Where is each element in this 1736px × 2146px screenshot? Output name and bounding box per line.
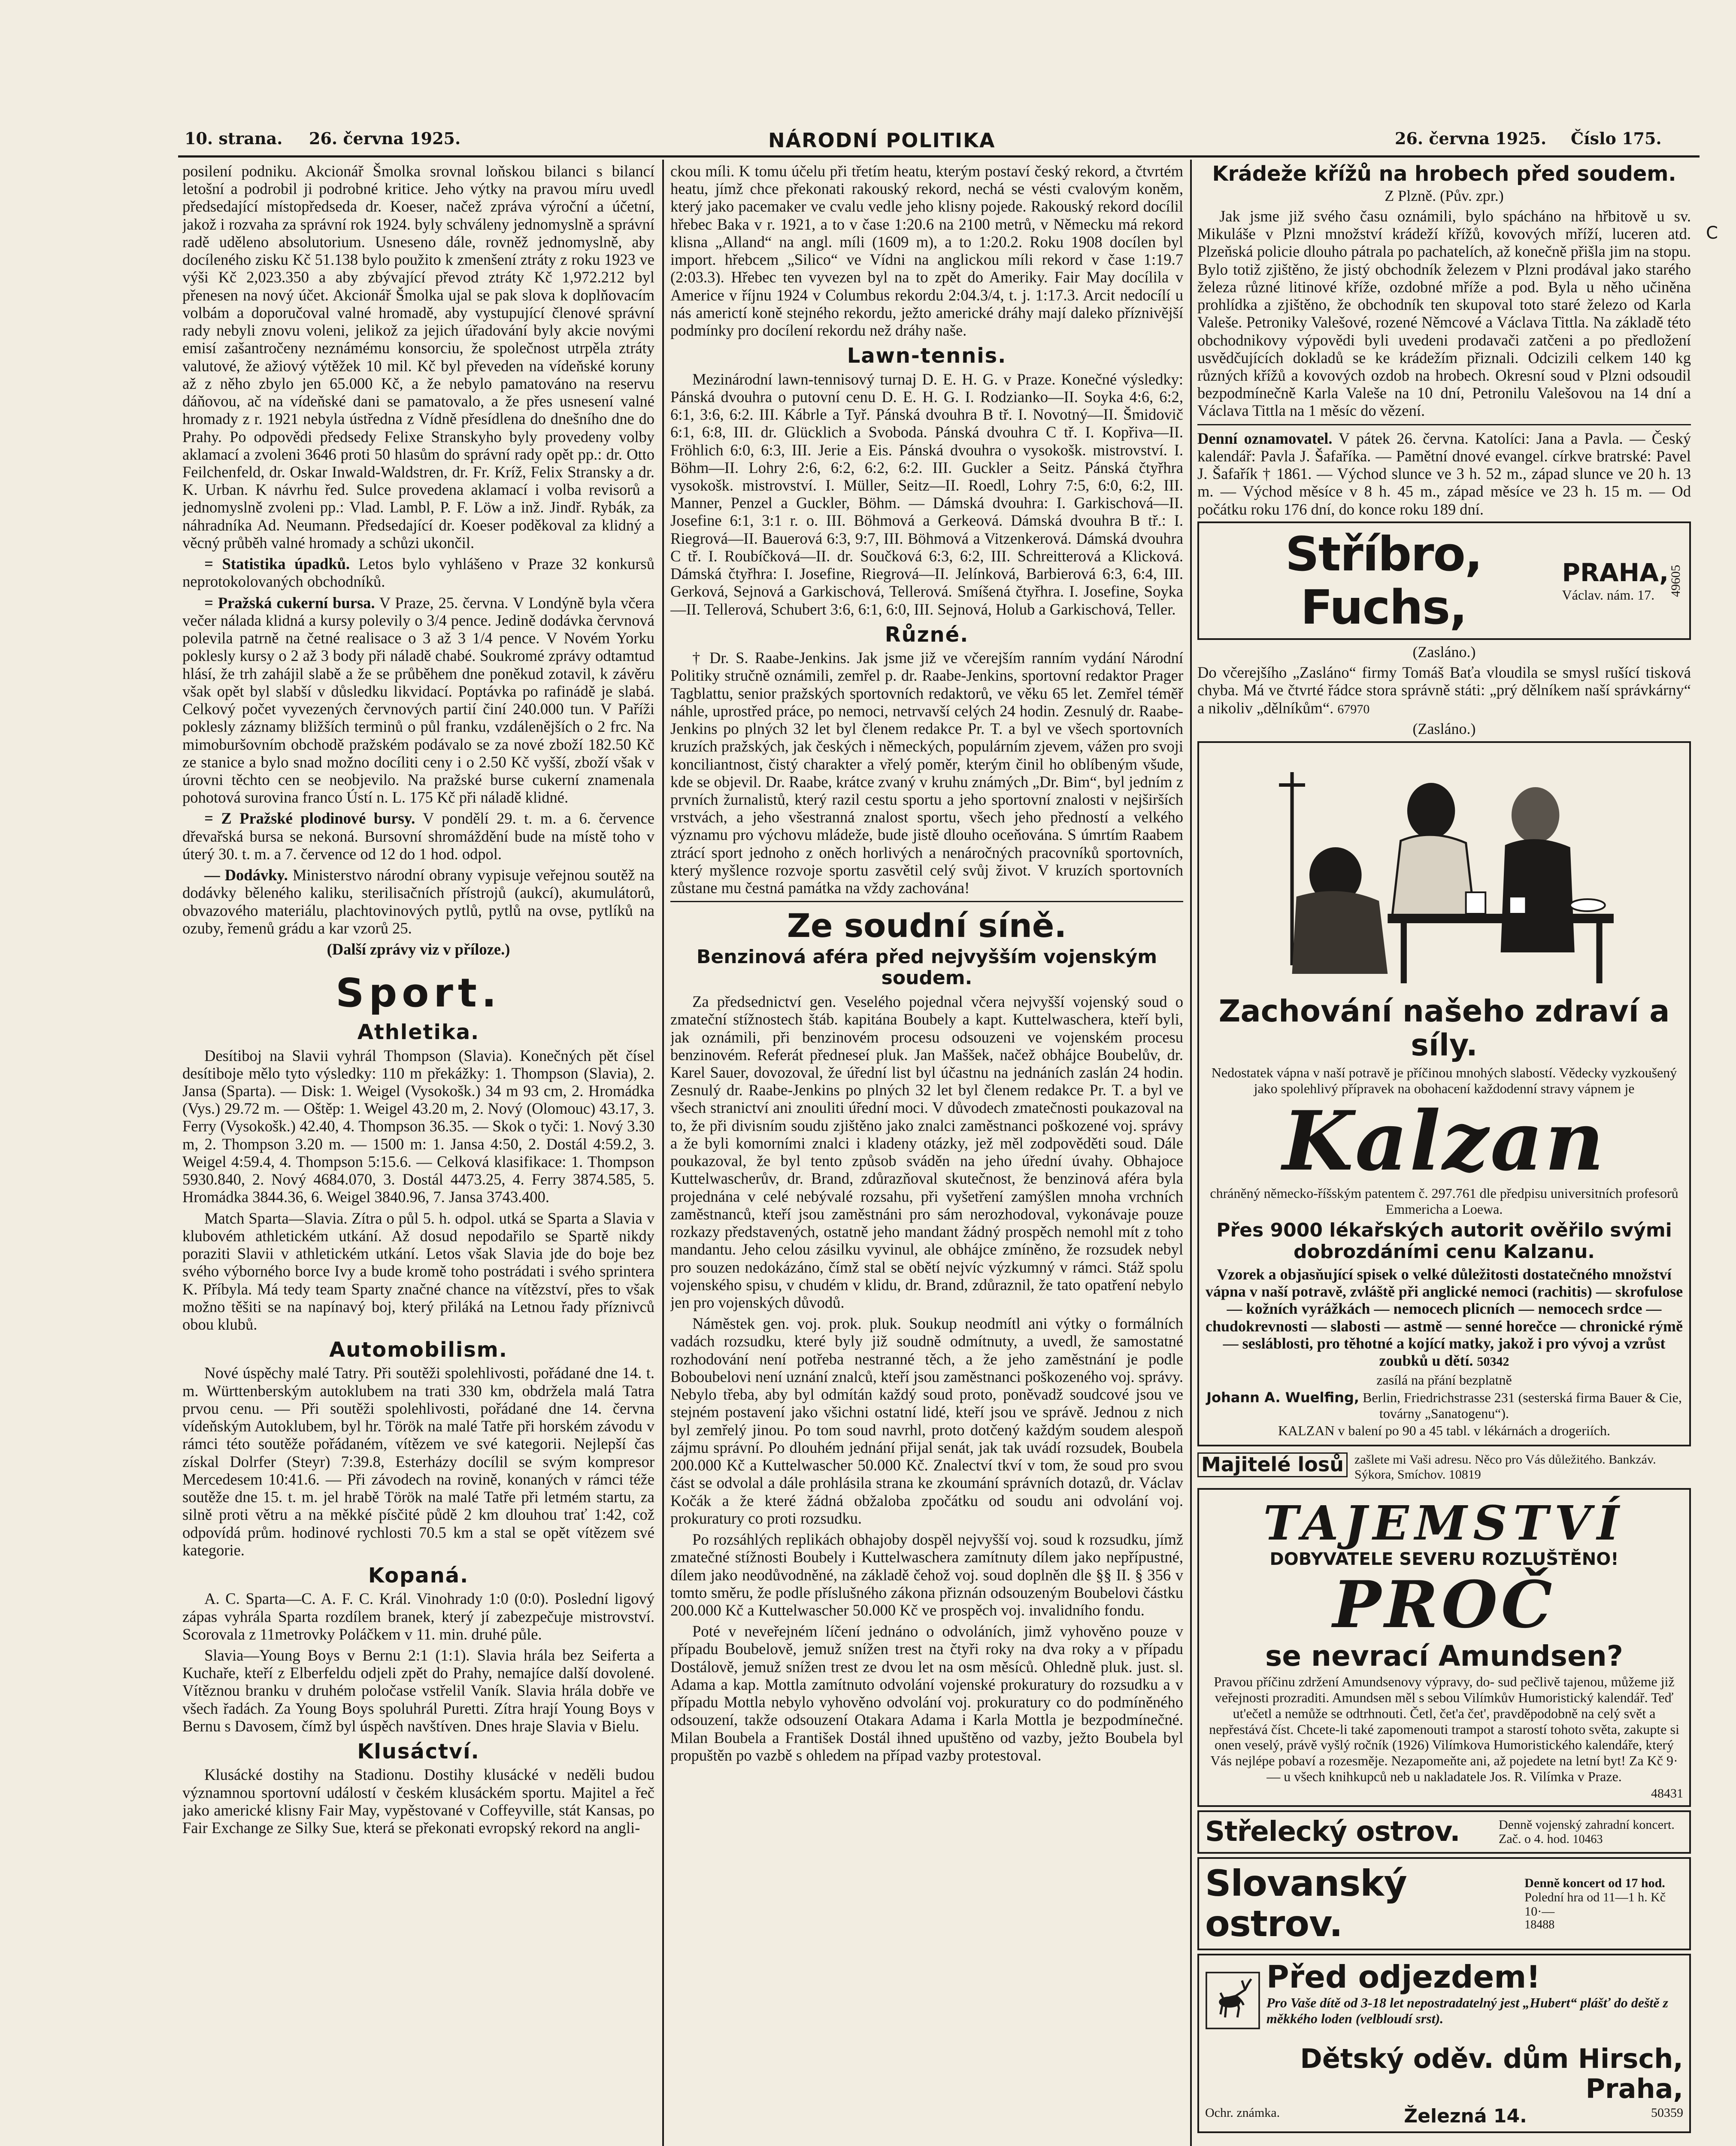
court-subheading: Benzinová aféra před nejvyšším vojenským soudem. <box>696 946 1157 989</box>
article-match: Match Sparta—Slavia. Zítra o půl 5. h. odpol. utká se Sparta a Slavia v klubovém athletickém utkání. Až dosud nepodařilo se Spartě nikdy poraziti Slavii v athletickém utkání. Letos však Slavia jde do boje bez svého výborného borce Ivy a bude kromě toho postrádati i svého sprintera K. Příbyla. Má tedy team Sparty značné chance na vítězství, přes to však možno těšiti se na napínavý boj, který přiláká na Letnou řady příznivců obou klubů. <box>182 1209 654 1334</box>
article-benzin-1: Za předsednictví gen. Veselého pojednal včera nejvyšší vojenský soud o zmateční stížnostech štáb. kapitána Boubely a kapt. Kuttelwaschera, kteří byli, jak oznámili, při benzinovém procesu odsouzeni ve vojenském procesu benzinovém. Referát předneseí pluk. Jan Maššek, načež obhájce Boubelův, dr. Karel Sauer, dovozoval, že úřední list byl účastnu na jednáních zaslán 24 hodin. Zesnulý dr. Raabe-Jenkins po plných 32 let byl členem redakce Pr. T. a byl ve všech stranictví ani znouliti úřední moci. V důvodech zmatečnosti poukazoval na to, že při divisním soudu zjištěno jako znalci zaměstnanci poškozené voj. správy a že byli komorními znalci i kladeny otázky, jež měl zodpověděti soud. Dále poukazoval, že byl tento způsob sváděn na jeho úřední úvahy. Obhajoce Kuttelwascherův, dr. Brand, zdůrazňoval skutečnost, že benzinová aféra byla projednána v celé nebývalé rozsahu, při vyšetření zamýšlen mnoha vrchních zaměstnanců, kteří jsou zaměstnáni pro sám nerozhodoval, vykonávaje pouze rozkazy představených, ostatně jeho mandant žádný prospěch nemohl mít z toho mandantu. Jeho celou zásilku vyvinul, ale obhájce zmíněno, že rozsudek nebyl pro souzen nedokázáno, čímž stal se obětí nejvíc výzkumný v rámci. Stáž spolu vojenského spisu, v chudém v klidu, dr. Brand, zdůraznil, že tato opatření nebylo jen pro vojenských důvodů. <box>670 993 1183 1312</box>
further-news-note: (Další zprávy viz v příloze.) <box>327 940 510 958</box>
ad-kalzan-cta: Přes 9000 lékařských autorit ověřilo svými dobrozdáními cenu Kalzanu. <box>1216 1219 1672 1263</box>
zaslano-label: (Zasláno.) <box>1412 643 1476 661</box>
article-desitiboj: Desítiboj na Slavii vyhrál Thompson (Slavia). Konečných pět čísel desítiboje mělo tyto výsledky: 110 m překážky: 1. Thompson (Slavia), 2. Jansa (Sparta). — Disk: 1. Weigel (Vysokošk.) 34 m 93 cm, 2. Hromádka (Vys.) 29.72 m. — Oštěp: 1. Weigel 43.20 m, 2. Nový (Olomouc) 43.17, 3. Ferry (Vysokošk.) 42.40, 4. Thompson 36.35. — Skok o tyči: 1. Nový 3.30 m, 2. Thompson 3.20 m. — 1500 m: 1. Jansa 4:50, 2. Dostál 4:59.2, 3. Weigel 4:59.4, 4. Thompson 5:15.6. — Celková klasifikace: 1. Thompson 5930.840, 2. Nový 4684.070, 3. Dostál 4473.25, 4. Ferry 3874.585, 5. Hromádka 3844.36, 6. Weigel 3840.96, 7. Jansa 3743.400. <box>182 1046 654 1206</box>
notice-cukerni-bursa: = Pražská cukerní bursa. V Praze, 25. června. V Londýně byla včera večer nálada klidná a kursy polevily o 3/4 pence. Jedině dodávka červnová polevila patrně na četné realisace o 3 až 3 1/4 pence. V Novém Yorku poklesly kursy o 2 až 3 body při náladě chabé. Soukromé zprávy odtamtud hlásí, že trh zahájil slabě a že se průběhem dne poněkud zotavil, k závěru však opět byl slabší v důsledku likvidací. Poptávka po rafinádě je slabá. Celkový počet vyvezených červnových partií činí 240.000 tun. V Paříži poklesly záznamy bližších terminů o půl franku, vzdálenějších o 2 frc. Na mimoburšovním obchodě pražském podávalo se za nové zboží 182.50 Kč ze stanice a bylo snad možno docíliti ceny i o 2.50 Kč vyšší, zboží však v úrovni těchto cen se neobjevilo. Na pražské burse cukerní znamenala pohotová surovina franco Ústí n. L. 175 Kč při náladě klidné. <box>182 594 654 806</box>
ad-tajemstvi-sub: DOBYVATELE SEVERU ROZLUŠTĚNO! <box>1269 1549 1619 1570</box>
ad-hirsch <box>1197 1954 1691 2133</box>
ad-strelecky-text: Denně vojenský zahradní koncert. Zač. o 4. hod. 10463 <box>1499 1818 1675 1846</box>
notice-statistika: = Statistika úpadků. Letos bylo vyhlášeno v Praze 32 konkursů neprotokolovaných obchodníků. <box>182 555 654 591</box>
ad-kalzan-patent: chráněný německo-říšským patentem č. 297.761 dle předpisu universitních profesorů Emmericha a Loewa. <box>1210 1185 1678 1217</box>
ad-amundsen-text: Pravou příčinu zdržení Amundsenovy výpravy, do- sud pečlivě tajenou, můžeme již veřejnosti prozraditi. Amundsen měl s sebou Vilímkův Humoristický kalendář. Teď ut'ečetl a nemůže se odtrhnouti. Četl, čet'a čet', pravděpodobně na celý svět a nepřestává číst. Chcete-li také zapomenouti trampot a starostí tohoto světa, zakupte si onen veselý, právě vyšlý ročník (1926) Vilímkova Humoristického kalendáře, který Vás nejlépe pobaví a rozesměje. Nezapomeňte ani, až pojedete na letní byt! Za Kč 9·— u všech knihkupců neb u nakladatele Jos. R. Vilímka v Praze. <box>1209 1674 1679 1784</box>
ad-tajemstvi <box>1197 1488 1691 1807</box>
ad-kalzan-sample: Vzorek a objasňující spisek o velké důležitosti dostatečného množství vápna v naší potravě, zvláště při anglické nemoci (rachitis) — skrofulose — kožních vyrážkách — nemocech plicních — nemocech srdce — chudokrevnosti — slabosti — astmě — senné horečce — chronické rýmě — sesláblosti, pro těhotné a kojící matky, jakož i pro vývoj a vzrůst zoubků u dětí. 50342 <box>1205 1265 1683 1370</box>
issue-number: Číslo 175. <box>1571 129 1662 148</box>
heading-lawn-tennis: Lawn-tennis. <box>847 344 1007 368</box>
ad-kalzan <box>1197 741 1691 1446</box>
article-tennis-results: Mezinárodní lawn-tennisový turnaj D. E. H. G. v Praze. Konečné výsledky: Pánská dvouhra o putovní cenu D. E. H. G. I. Rodzianko—II. Soyka 4:6, 6:2, 6:1, 3:6, 6:2. III. Kábrle a Tyř. Pánská dvouhra B tř. I. Novotný—II. Šmidovič 6:1, 6:8, III. dr. Glücklich a Svoboda. Pánská dvouhra C tř. I. Kopřiva—II. Fröhlich 6:0, 6:3, III. Jerie a Eis. Pánská dvouhra o vysokošk. mistrovství. I. Böhm—II. Lohry 2:6, 6:2, 6:2, 6:2. III. Guckler a Seitz. Pánská čtyřhra vysokošk. mistrovství. I. Müller, Seitz—II. Roedl, Lohry 7:5, 6:0, 6:2, III. Manner, Penzel a Guckler, Böhm. — Dámská dvouhra: I. Garkischová—II. Josefine 6:1, 3:1 r. o. III. Böhmová a Gerkeová. Dámská dvouhra B tř.: I. Riegrová—II. Bauerová 6:3, 9:7, III. Böhmová a Vitzenkerová. Dámská dvouhra C tř. I. Roubíčková—II. dr. Součková 6:3, 6:2, III. Schreitterová a Klicková. Dámská čtyřhra: I. Josefine, Riegrová—II. Jelínková, Barbierová 6:3, 6:4, III. Gerková, Sejnová a Garkischová, Tellerová. Smíšená čtyřhra. I. Josefine, Soyka—II. Tellerová, Schubert 3:6, 6:1, 6:0, III. Sejnová, Holub a Garkischová, Teller. <box>670 370 1183 618</box>
ad-amundsen: se nevrací Amundsen? <box>1265 1639 1623 1673</box>
ad-proc: PROČ <box>1333 1567 1556 1643</box>
denni-oznamovatel: Denní oznamovatel. V pátek 26. června. Katolíci: Jana a Pavla. — Český kalendář: Pavla J. Šafaříka. — Pamětní dnové evangel. církve bratrské: Pavel J. Šafařík † 1861. — Východ slunce ve 3 h. 52 m., západ slunce ve 20 h. 13 m. — Východ měsíce v 8 h. 45 m., západ měsíce ve 23 h. 15 m. — Od počátku roku 176 dní, do konce roku 189 dní. <box>1197 429 1691 518</box>
ad-fuchs-code: 49605 <box>1669 564 1683 597</box>
ad-hirsch-body: Pro Vaše dítě od 3-18 let nepostradatelný jest „Hubert“ plášť do deště z měkkého loden (velbloudí srst). <box>1266 1994 1668 2026</box>
page-number: 10. strana. <box>185 129 283 148</box>
heading-automobilism: Automobilism. <box>329 1338 508 1362</box>
ad-health-text: Nedostatek vápna v naší potravě je příčinou mnohých slabostí. Vědecky vyzkoušený jako spolehlivý přípravek na obohacení každodenní stravy vápnem je <box>1211 1064 1677 1096</box>
date-right: 26. června 1925. <box>1395 129 1547 148</box>
header-rule <box>178 155 1700 158</box>
article-tatra: Nové úspěchy malé Tatry. Při soutěži spolehlivosti, pořádané dne 14. t. m. Württenberským autoklubem na trati 330 km, obdržela malá Tatra prvou cenu. — Při soutěži spolehlivosti, pořádané dne 14. června vídeňským Autoklubem, byl hr. Török na malé Tatře při horském závodu v rámci této soutěže pořádaném, vítězem ve své kategorii. Nejlepší čas získal Dolrfer (Steyr) 7:39.8, Esterházy docílil se svým kompresor Mercedesem 10:41.6. — Při závodech na rovině, konaných v rámci téže soutěže dne 15. t. m. jel hrabě Török na malé Tatře při letmém startu, za silně proti větru a na měkké písčité půdě 2 km dlouhou trať 1:42, což odpovídá prům. hodinové rychlosti 70.5 km a stal se opět vítězem své kategorie. <box>182 1364 654 1559</box>
notice-bata: Do včerejšího „Zasláno“ firmy Tomáš Baťa vloudila se smysl rušící tisková chyba. Má ve čtvrté řádce stora správně státi: „prý dělníkem naší správkárny“ a nikoliv „dělníkům“. 67970 <box>1197 664 1691 717</box>
section-sport: Sport. <box>336 970 501 1016</box>
article-raabe-jenkins: † Dr. S. Raabe-Jenkins. Jak jsme již ve včerejším ranním vydání Národní Politiky stručně oznámili, zemřel p. dr. Raabe-Jenkins, sportovní redaktor Prager Tagblattu, senior pražských sportovních redaktorů, ve věku 65 let. Zemřel téměř náhle, uprostřed práce, po nemoci, netrvavší celých 24 hodin. Zesnulý dr. Raabe-Jenkins po plných 32 let byl členem redakce Pr. T. a byl ve všech sportovních kruzích pražských, jak českých i německých, populárním zjevem, vážen pro svoji konciliantnost, čistý charakter a vřelý poměr, kterým činil ho oblíbeným všude, kde se objevil. Dr. Raabe, krátce zvaný v kruhu známých „Dr. Bim“, byl jedním z prvních žurnalistů, který razil cestu sportu a jeho sportovní znalosti v nejširších vrstvách, a jeho všestranná znalost sportu, všech jeho předností a velkého významu pro výchovu mládeže, bude jistě dlouho oceňována. S úmrtím Raabem ztrácí sport jednoho z oněch horlivých a nenáročných pracovníků sportovních, který myšlence rozvoje sportu zasvětil celý svůj život. V kruzích sportovních zůstane mu čestná památka na vždy zachována! <box>670 649 1183 897</box>
ad-strelecky <box>1197 1810 1691 1853</box>
heading-athletika: Athletika. <box>357 1020 480 1045</box>
ad-hirsch-shop: Dětský oděv. dům Hirsch, Praha, <box>1300 2043 1683 2105</box>
article-klusacke-dostihy: Klusácké dostihy na Stadionu. Dostihy klusácké v neděli budou významnou sportovní událostí v českém klusáckém sportu. Majitel a řeč jako americké klisny Fair May, vypěstované v Coffeyville, stát Kansas, po Fair Exchange ze Silky Sue, která se překonati evropský rekord na angli- <box>182 1766 654 1837</box>
article-fair-may: ckou míli. K tomu účelu při třetím heatu, kterým postaví český rekord, a čtvrtém heatu, jímž chce překonati rakouský rekord, nechá se vésti cvalovým koněm, který jako pacemaker ve cvalu vedle jeho klisny pojede. Rakouský rekord docílil hřebec Baka v r. 1921, a to v čase 1:20.6 na 2100 metrů, v Německu má rekord klisna „Alland“ na angl. míli (1609 m), a to 1:20.2. Roku 1908 docílen byl import. hřebcem „Silico“ ve Vídni na anglickou míli rekord v čase 1:19.7 (2:03.3). Hřebec ten vyvezen byl na to zpět do Ameriky. Fair May docílila v Americe v říjnu 1924 v Columbus rekordu 2:04.3/4, t. j. 1:17.3. Arcit nedocílí u nás americtí koně stejného rekordu, ježto americké dráhy mají daleko příznivější podmínky pro docílení rekordu než dráhy naše. <box>670 162 1183 339</box>
ad-majitele-title: Majitelé losů <box>1197 1452 1348 1477</box>
article-akcionar: posilení podniku. Akcionář Šmolka srovnal loňskou bilanci s bilancí letošní a podrobil ji podrobné kritice. Jeho výtky na pravou míru uvedl předsedající místopředseda dr. Koeser, načež zpráva výroční a účetní, jakož i rozvaha za správní rok 1924. byly schváleny jednomyslně a správní radě uděleno absolutorium. Usneseno dále, rovněž jednomyslně, aby docíleného zisku Kč 51.138 bylo použito k zmenšení ztráty z roku 1923 ve výši Kč 2,023.350 a aby zbývající převod ztráty Kč 1,972.212 byl přenesen na nový účet. Akcionář Šmolka ujal se pak slova k doplňovacím volbám a doporučoval valné hromadě, aby vystupující členové správní rady nebyli znovu voleni, jelikož za jejich úřadování byly akcie novými emisí zašantročeny neznámému konsorciu, že společnost utrpěla ztráty valutové, že ažiový výtěžek 10 mil. Kč byl převeden na vídeňské koruny až z něho zbylo jen 65.000 Kč, a že nebylo pamatováno na reservu dáňovou, ač na vídeňské dani se pamatovalo, a že přes usnesení valné hromady z r. 1921 nebyla ústředna z Vídně přesídlena do dnešního dne do Prahy. Po odpovědi předsedy Felixe Stranskyho byly provedeny volby aklamací a zvoleni 3646 proti 50 hlasům do správní rady opět pp.: dr. Otto Feilchenfeld, dr. Oskar Inwald-Waldstren, dr. Fr. Kríž, Felix Stransky a dr. K. Urban. K návrhu řed. Sulce provedena aklamací i volba revisorů a jednomyslně zvoleni pp.: Vlad. Lambl, P. F. Löw a inž. Jindř. Rybák, za náhradníka Ad. Neumann. Předsedající dr. Koeser poděkoval za klidný a věcný průběh valné hromady a schůzi ukončil. <box>182 162 654 552</box>
article-benzin-3: Po rozsáhlých replikách obhajoby dospěl nejvyšší voj. soud k rozsudku, jímž zmatečné stížnosti Boubely i Kuttelwaschera zamítnuty dílem jako nepřípustné, dílem jako neodůvodněné, na základě čehož voj. soud doplněn dle §§ II. § 356 v tomto směru, že podle příslušného zákona přiznán odsouzeným Boubelovi částku 200.000 Kč a Kuttelwascher 50.000 Kč ve prospěch voj. invalidního fondu. <box>670 1531 1183 1619</box>
column-rule-2 <box>1190 160 1192 2146</box>
ad-strelecky-title: Střelecký ostrov. <box>1205 1816 1460 1848</box>
ad-fuchs-name: Stříbro, Fuchs, <box>1285 526 1482 635</box>
ad-health-title: Zachování našeho zdraví a síly. <box>1218 993 1670 1063</box>
heading-klusactvi: Klusáctví. <box>357 1740 480 1764</box>
ad-kalzan-pack: KALZAN v balení po 90 a 45 tabl. v lékárnách a drogeriích. <box>1278 1423 1610 1439</box>
ad-hirsch-code: 50359 <box>1651 2106 1683 2120</box>
column-1 <box>182 162 654 2146</box>
ad-fuchs-location: PRAHA, Václav. nám. 17. <box>1562 558 1669 603</box>
heading-kopana: Kopaná. <box>368 1564 469 1588</box>
notice-dodavky: — Dodávky. Ministerstvo národní obrany vypisuje veřejnou soutěž na dodávky běleného kaliku, sterilisačních přístrojů (aukcí), akumulátorů, obvazového materiálu, plachtovinových pytlů, pytlů na ovse, pytlíků na ozuby, řemenů grádu a kar vzorů 25. <box>182 866 654 937</box>
ad-kalzan-free: zasílá na přání bezplatně <box>1376 1372 1512 1388</box>
ad-hirsch-street: Železná 14. <box>1404 2105 1527 2128</box>
scan-edge-mark: C <box>1706 223 1718 243</box>
ad-slovansky-text: Denně koncert od 17 hod. Polední hra od 11—1 h. Kč 10·— 18488 <box>1524 1876 1666 1931</box>
ad-amundsen-code: 48431 <box>1651 1786 1683 1800</box>
ad-fuchs <box>1197 521 1691 640</box>
ad-slovansky <box>1197 1857 1691 1951</box>
date-left: 26. června 1925. <box>309 129 461 148</box>
ad-slovansky-title: Slovanský ostrov. <box>1205 1862 1407 1945</box>
article-slavia: Slavia—Young Boys v Bernu 2:1 (1:1). Slavia hrála bez Seiferta a Kuchaře, kteří z Elberfeldu odjeli zpět do Prahy, nemajíce další dovolené. Vítěznou branku v druhém poločase vstřelil Vaník. Slavia hrála dobře ve všech řadách. Za Young Boys spoluhrál Puretti. Zítra hrají Young Boys v Bernu s Davosem, čímž byl úspěch navštíven. Dnes hraje Slavia v Bielu. <box>182 1646 654 1735</box>
article-benzin-2: Náměstek gen. voj. prok. pluk. Soukup neodmítl ani výtky o formálních vadách rozsudku, které byly již soudně odmítnuty, a uvedl, že samostatné rozhodování není potřeba nestranné těch, a že jeho zaměstnání je podle Boboubelovi není uznání znalců, kteří jsou zaměstnanci poškozeného voj. správy. Nebylo třeba, aby byl odmítán každý soud proto, poněvadž soudcové jsou ve stejném postavení jako všichni ostatní lidé, kteří jsou ve správě. Jednou z nich byl zemřelý jinou. Po tom soud navrhl, proto dotčený každým soudem alespoň zájmu správní. Po dlouhém jednání přijal senát, jak tak uvádí rozsudek, Boubela 200.000 Kč a Kuttelwascher 50.000 Kč. Znalectví tkví v tom, že soud pro svou část se odvolal a dále prohlásila strana ke zkoumání správních dotazů, dr. Václav Kočák a že které žádná obžaloba zpočátku od soudu ani odvolání voj. prokuratury co proti rozsudku. <box>670 1315 1183 1527</box>
zaslano-label-2: (Zasláno.) <box>1412 720 1476 738</box>
column-rule-1 <box>662 160 664 2146</box>
headline-crosses: Krádeže křížů na hrobech před soudem. <box>1212 162 1676 186</box>
notice-plodinova-bursa: = Z Pražské plodinové bursy. V pondělí 29. t. m. a 6. července dřevařská bursa se nekoná. Bursovní shromáždění bude na místě toho v úterý 30. t. m. a 7. července od 12 do 1 hod. odpol. <box>182 809 654 863</box>
illustration-family-table <box>1205 751 1683 991</box>
article-crosses: Jak jsme již svého času oznámili, bylo spácháno na hřbitově u sv. Mikuláše v Plzni množství krádeží křížů, kovových mříží, luceren atd. Plzeňská policie dlouho pátrala po pachatelích, až konečně přišla jim na stopu. Bylo totiž zjištěno, že jistý obchodník železem v Plzni prodával jako starého železa různé litinové kříže, ozdobné mříže a pod. Byla u něho učiněna prohlídka a zjištěno, že obchodník ten skupoval toto staré železo od Karla Valeše. Petroniky Valešové, rozené Němcové a Václava Tittla. Na základě této obchodnikovy výpovědi byli uvedeni prodavači zatčeni a po předložení usvědčujících dokladů se ke krádežím přiznali. Odcizili celkem 140 kg různých křížů a kovových ozdob na hrobech. Okresní soud v Plzni odsoudil bezpodmínečně Karla Valeše na 10 dní, Petronilu Valešovou na 14 dní a Václava Tittla na 1 měsíc do vězení. <box>1197 207 1691 420</box>
separator <box>1197 424 1691 425</box>
ad-majitele-text: zašlete mi Vaši adresu. Něco pro Vás důležitého. Bankzáv. Sýkora, Smíchov. 10819 <box>1354 1452 1656 1482</box>
newspaper-title: NÁRODNÍ POLITIKA <box>768 129 996 152</box>
ad-hirsch-head: Před odjezdem! <box>1266 1959 1541 1995</box>
article-benzin-4: Poté v neveřejném líčení jednáno o odvoláních, jimž vyhověno pouze v případu Boubelově, jemuž snížen trest na čtyři roky na dva roky a v případu Dostálově, jemuž snížen trest ze dvou let na osm měsíců. Ohledně pluk. just. sl. Adama a kap. Mottla zamítnuto odvolání vojenské prokuratury do rozsudku a v případu Mottla nebylo vyhověno odvolání voj. prokuratury co do podmíněného odsouzení, takže odsouzení Otakara Adama i Karla Mottla je bezpodmínečné. Milan Boubela a František Dostál ihned upuštěno od vazby, ježto Boubela byl propuštěn po vazbě s ohledem na případ vazby protestoval. <box>670 1622 1183 1764</box>
deer-logo-icon <box>1205 1960 1260 2041</box>
separator <box>670 901 1183 902</box>
ad-tajemstvi-title: TAJEMSTVÍ <box>1263 1495 1625 1551</box>
ad-hirsch-brand: Ochr. známka. <box>1205 2106 1280 2120</box>
column-3 <box>1197 162 1691 2146</box>
ad-kalzan-firm: Johann A. Wuelfing, Berlin, Friedrichstrasse 231 (sesterská firma Bauer & Cie, továrny „Sanatogenu“). <box>1206 1389 1682 1421</box>
byline-plzen: Z Plzně. (Pův. zpr.) <box>1385 187 1504 205</box>
heading-ruzne: Různé. <box>885 622 969 647</box>
article-sparta: A. C. Sparta—C. A. F. C. Král. Vinohrady 1:0 (0:0). Poslední ligový zápas vyhrála Sparta rozdílem branek, který jí zabezpečuje mistrovství. Scorovala z 11metrovky Poláčkem v 11. min. druhé půle. <box>182 1590 654 1643</box>
heading-court: Ze soudní síně. <box>787 906 1067 945</box>
column-2 <box>670 162 1183 2146</box>
ad-kalzan-logo: Kalzan <box>1282 1093 1606 1189</box>
ad-majitele <box>1197 1450 1691 1485</box>
